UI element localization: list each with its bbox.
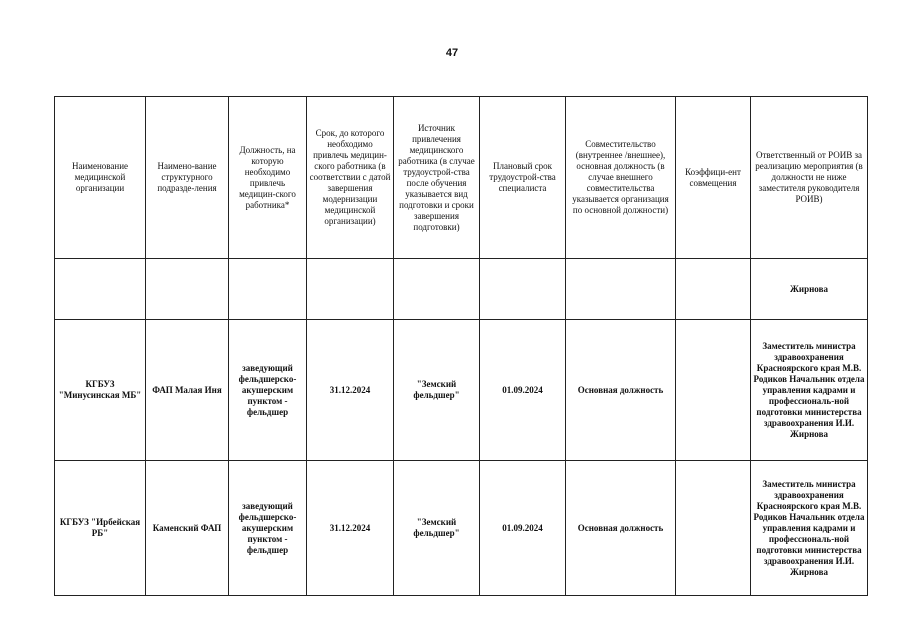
cell-source: "Земский фельдшер" <box>394 320 480 461</box>
cell-empty <box>55 259 146 320</box>
header-combination: Совместительство (внутреннее /внешнее), основная должность (в случае внешнего совместительства указывается организация по основной должности) <box>566 97 676 259</box>
header-responsible: Ответственный от РОИВ за реализацию мероприятия (в должности не ниже заместителя руководителя РОИВ) <box>751 97 868 259</box>
cell-unit: ФАП Малая Иня <box>146 320 229 461</box>
cell-organization: КГБУЗ "Ирбейская РБ" <box>55 461 146 596</box>
staffing-table <box>54 96 868 596</box>
header-position: Должность, на которую необходимо привлечь медицин-ского работника* <box>229 97 307 259</box>
table-row <box>55 461 868 596</box>
header-coefficient: Коэффици-ент совмещения <box>676 97 751 259</box>
cell-responsible: Заместитель министра здравоохранения Красноярского края М.В. Родиков Начальник отдела управления кадрами и профессиональ-ной подготовки министерства здравоохранения И.И. Жирнова <box>751 320 868 461</box>
cell-empty <box>394 259 480 320</box>
cell-source: "Земский фельдшер" <box>394 461 480 596</box>
header-row <box>55 97 868 259</box>
cell-empty <box>480 259 566 320</box>
cell-deadline: 31.12.2024 <box>307 461 394 596</box>
continuation-row <box>55 259 868 320</box>
cell-planned-date: 01.09.2024 <box>480 461 566 596</box>
cell-position: заведующий фельдшерско-акушерским пунктом - фельдшер <box>229 461 307 596</box>
cell-planned-date: 01.09.2024 <box>480 320 566 461</box>
header-planned-date: Плановый срок трудоустрой-ства специалиста <box>480 97 566 259</box>
cell-responsible: Заместитель министра здравоохранения Красноярского края М.В. Родиков Начальник отдела управления кадрами и профессиональ-ной подготовки министерства здравоохранения И.И. Жирнова <box>751 461 868 596</box>
cell-combination: Основная должность <box>566 320 676 461</box>
cell-empty <box>566 259 676 320</box>
header-source: Источник привлечения медицинского работника (в случае трудоустрой-ства после обучения указывается вид подготовки и сроки завершения подготовки) <box>394 97 480 259</box>
cell-empty <box>229 259 307 320</box>
page-number: 47 <box>445 47 459 59</box>
table-row <box>55 320 868 461</box>
cell-position: заведующий фельдшерско-акушерским пунктом - фельдшер <box>229 320 307 461</box>
cell-empty <box>676 259 751 320</box>
header-unit: Наимено-вание структурного подразде-ления <box>146 97 229 259</box>
cell-empty <box>146 259 229 320</box>
cell-unit: Каменский ФАП <box>146 461 229 596</box>
cell-deadline: 31.12.2024 <box>307 320 394 461</box>
cell-organization: КГБУЗ "Минусинская МБ" <box>55 320 146 461</box>
cell-coefficient <box>676 461 751 596</box>
cell-coefficient <box>676 320 751 461</box>
cell-responsible: Жирнова <box>751 259 868 320</box>
header-organization: Наименование медицинской организации <box>55 97 146 259</box>
cell-empty <box>307 259 394 320</box>
cell-combination: Основная должность <box>566 461 676 596</box>
header-deadline: Срок, до которого необходимо привлечь медицин-ского работника (в соответствии с датой завершения модернизации медицинской организации) <box>307 97 394 259</box>
